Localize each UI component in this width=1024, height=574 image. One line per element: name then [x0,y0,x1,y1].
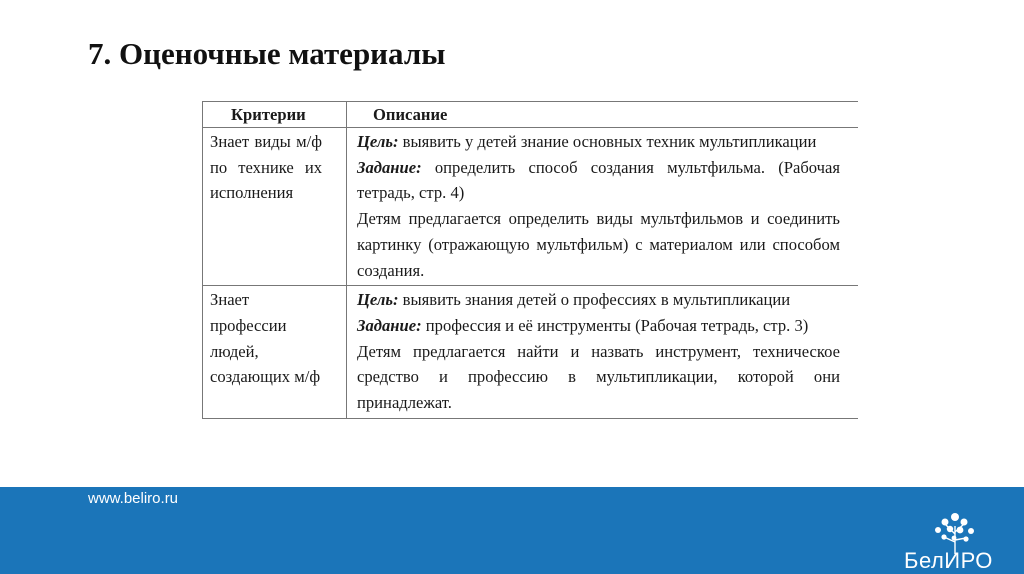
criterion-cell [203,286,347,419]
beliro-logo [904,512,1020,574]
table-row [203,128,859,286]
criterion-text: Знает профессии людей, создающих м/ф [210,290,321,387]
task-paragraph [357,313,840,339]
task-text: профессия и её инструменты (Рабочая тетрадь, стр. 3) [425,315,809,335]
task-paragraph [357,155,840,206]
criterion-cell [203,128,347,286]
assessment-table-container [202,101,858,486]
slide-title: 7. Оценочные материалы [88,36,446,71]
table-header-row [203,102,859,128]
header-description: Описание [347,102,859,128]
header-criteria: Критерии [203,102,347,128]
goal-paragraph [357,287,840,313]
goal-label: Цель: [357,132,399,151]
task-label: Задание: [357,315,422,335]
criterion-text: Знает виды м/ф по технике их исполнения [210,132,322,203]
description-cell [347,286,859,419]
goal-label: Цель: [357,290,399,310]
description-cell [347,128,859,286]
website-link[interactable]: www.beliro.ru [88,490,179,507]
goal-text: выявить у детей знание основных техник мультипликации [402,132,817,151]
assessment-table [202,101,858,419]
footer-bar [0,487,1024,574]
description-text: Детям предлагается определить виды мультфильмов и соединить картинку (отражающую мультфильм) с материалом или способом создания. [357,209,840,280]
task-label: Задание: [357,157,422,177]
table-row [203,286,859,419]
task-text: определить способ создания мультфильма. (Рабочая тетрадь, стр. 4) [357,157,841,203]
goal-paragraph [357,129,840,155]
description-text: Детям предлагается найти и назвать инструмент, техническое средство и профессию в мультипликации, которой они принадлежат. [357,341,840,413]
goal-text: выявить знания детей о профессиях в мультипликации [402,290,791,310]
logo-text: БелИРО [904,548,993,573]
